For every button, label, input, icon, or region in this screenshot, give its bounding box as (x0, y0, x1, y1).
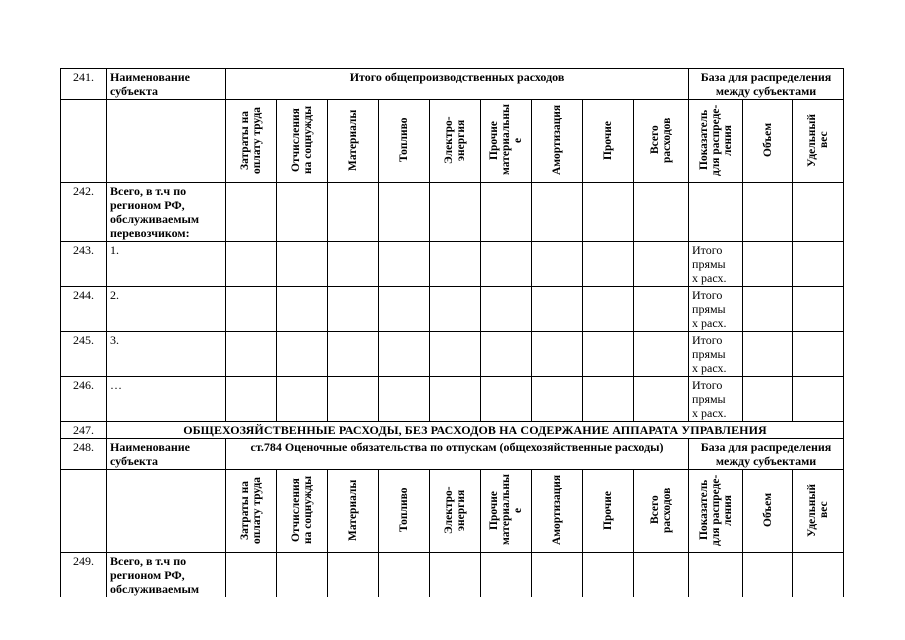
table-row (61, 377, 844, 422)
document-table (60, 68, 844, 597)
column-header: Удельный вес (806, 113, 831, 167)
section-title: ОБЩЕХОЗЯЙСТВЕННЫЕ РАСХОДЫ, БЕЗ РАСХОДОВ НА СОДЕРЖАНИЕ АППАРАТА УПРАВЛЕНИЯ (107, 422, 844, 439)
indicator-cell: Итого прямы х расх. (689, 377, 743, 422)
table-row (61, 242, 844, 287)
group-total-header: Итого общепроизводственных расходов (226, 69, 689, 100)
column-header: Показатель для распреде- ления (697, 104, 734, 176)
table-row (61, 183, 844, 242)
column-header: Показатель для распреде- ления (697, 474, 734, 546)
column-header: Прочие (602, 120, 614, 160)
column-header: Материалы (347, 109, 359, 171)
subject-name: Всего, в т.ч по регионом РФ, обслуживаемым перевозчиком: (107, 183, 226, 242)
table-row (61, 287, 844, 332)
column-header: Топливо (398, 487, 410, 533)
subject-name: Всего, в т.ч по регионом РФ, обслуживаемым (107, 553, 226, 598)
subject-name: 3. (107, 332, 226, 377)
subject-name: 2. (107, 287, 226, 332)
group-base-header: База для распределения между субъектами (689, 69, 844, 100)
table-row (61, 69, 844, 100)
row-number: 249. (61, 553, 107, 598)
column-header: Электро- энергия (443, 116, 467, 164)
row-number: 246. (61, 377, 107, 422)
column-header: Затраты на оплату труда (239, 476, 263, 544)
subject-name: 1. (107, 242, 226, 287)
column-header: Объем (761, 492, 774, 528)
indicator-cell: Итого прямы х расх. (689, 332, 743, 377)
table-row (61, 332, 844, 377)
column-header: Топливо (398, 117, 410, 163)
indicator-cell: Итого прямы х расх. (689, 242, 743, 287)
subject-name: … (107, 377, 226, 422)
column-header: Прочие материальны е (488, 474, 524, 546)
column-header: Удельный вес (806, 483, 831, 537)
row-number: 247. (61, 422, 107, 439)
row-number: 244. (61, 287, 107, 332)
row-number: 245. (61, 332, 107, 377)
table-row (61, 100, 844, 183)
column-header: Материалы (347, 479, 359, 541)
column-header: Всего расходов (649, 117, 673, 163)
column-header: Электро- энергия (443, 486, 467, 534)
row-number: 241. (61, 69, 107, 100)
column-header: Прочие (602, 490, 614, 530)
column-header: Объем (761, 122, 774, 158)
column-header: Затраты на оплату труда (239, 106, 263, 174)
indicator-cell: Итого прямы х расх. (689, 287, 743, 332)
row-number: 243. (61, 242, 107, 287)
column-header: Амортизация (551, 474, 563, 546)
subject-name-header: Наименование субъекта (107, 439, 226, 470)
column-header: Прочие материальны е (488, 104, 524, 176)
column-header: Отчисления на соцнужды (290, 105, 314, 175)
group-784-header: ст.784 Оценочные обязательства по отпускам (общехозяйственные расходы) (226, 439, 689, 470)
table-row (61, 439, 844, 470)
table-row (61, 553, 844, 598)
group-base-header: База для распределения между субъектами (689, 439, 844, 470)
row-number: 242. (61, 183, 107, 242)
column-header: Всего расходов (649, 487, 673, 533)
row-number: 248. (61, 439, 107, 470)
table-row (61, 470, 844, 553)
column-header: Отчисления на соцнужды (290, 475, 314, 545)
table-row (61, 422, 844, 439)
subject-name-header: Наименование субъекта (107, 69, 226, 100)
column-header: Амортизация (551, 104, 563, 176)
